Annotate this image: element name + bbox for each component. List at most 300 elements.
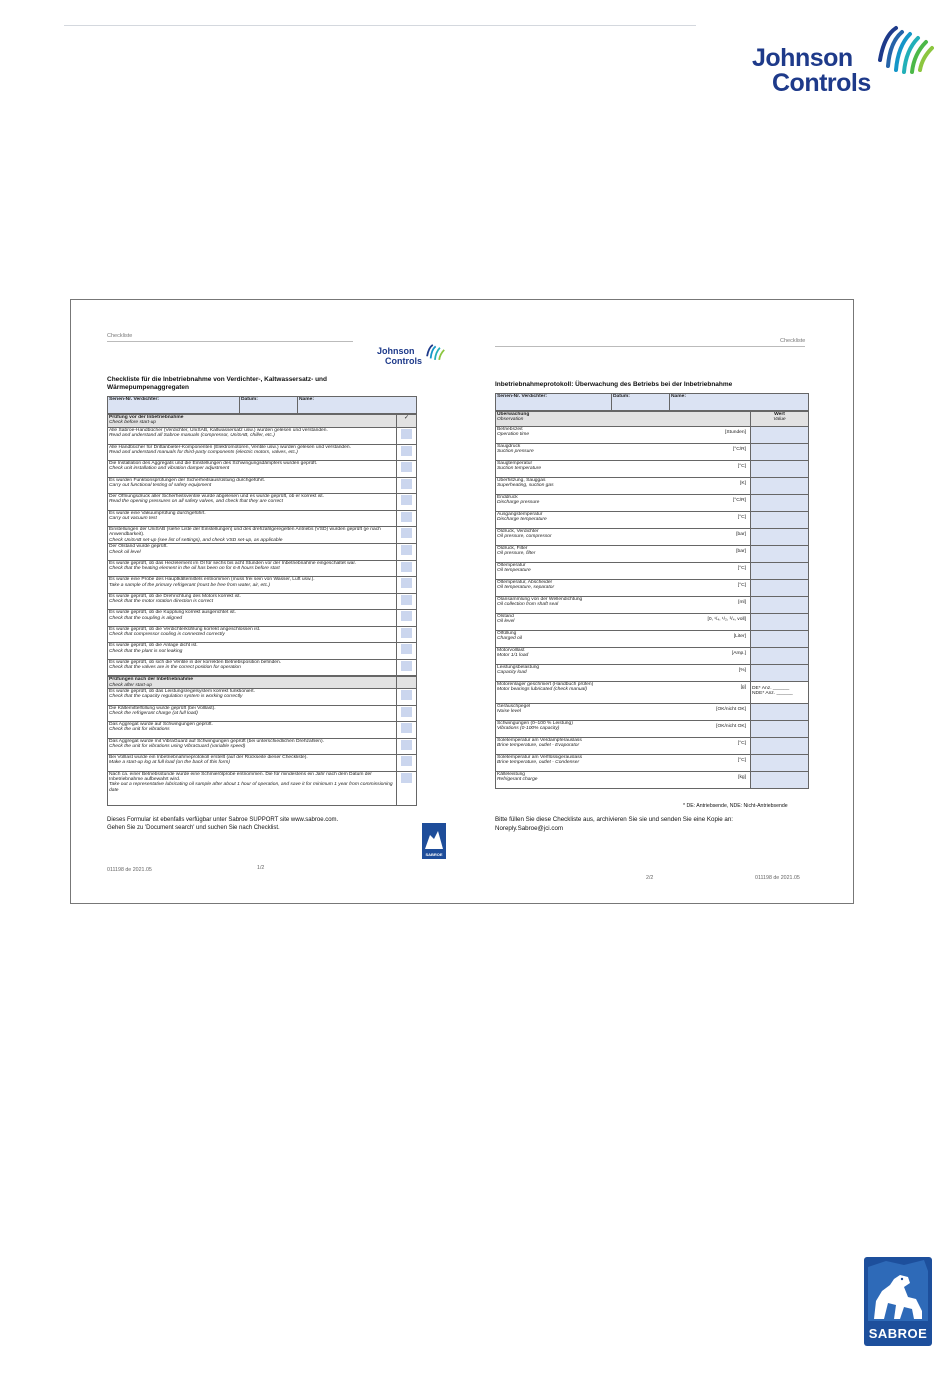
checkbox[interactable] <box>401 773 412 783</box>
observation-unit: [°C] <box>737 464 746 469</box>
checklist-item <box>108 510 397 527</box>
value-input[interactable] <box>751 580 809 597</box>
checklist-item <box>108 577 397 594</box>
value-header-en: Value <box>773 417 786 423</box>
return-email: Noreply.Sabroe@jci.com <box>495 824 564 832</box>
value-input[interactable] <box>751 648 809 665</box>
section-before-en: Check before start-up <box>109 420 157 426</box>
checkbox[interactable] <box>401 446 412 456</box>
checklist-item <box>108 494 397 511</box>
serial-field[interactable] <box>108 397 240 414</box>
observation-row <box>496 614 809 631</box>
observation-label-de: Saugdruck <box>497 444 521 449</box>
checklist-item <box>108 643 397 660</box>
value-input[interactable] <box>751 495 809 512</box>
observation-label-en: Noise level <box>497 709 521 715</box>
observation-row <box>496 444 809 461</box>
checklist-row <box>108 494 417 511</box>
observation-label-en: Oil pressure, compressor <box>497 534 552 540</box>
checklist-row <box>108 738 417 755</box>
observation-row <box>496 682 809 704</box>
item-text-en: Take out a representative lubricating oil sample after about 1 hour of operation, and save it for minimum 1 year from commissioning date <box>109 782 393 793</box>
checkbox[interactable] <box>401 429 412 439</box>
observation-label-en: Refrigerant charge <box>497 777 538 783</box>
checkbox[interactable] <box>401 690 412 700</box>
section-before-header <box>108 415 397 428</box>
value-input[interactable] <box>751 529 809 546</box>
page2-title: Inbetriebnahmeprotokoll: Überwachung des Betriebs bei der Inbetriebnahme <box>495 381 733 388</box>
checklist-row <box>108 626 417 643</box>
item-text-de: Bei Volllast wurde ein Inbetriebnahmeprotokoll erstellt (auf der Rückseite dieser Checkliste). <box>109 755 308 761</box>
checklist-row <box>108 610 417 627</box>
checklist-item <box>108 626 397 643</box>
checklist-row <box>108 510 417 527</box>
page1-sabroe-label: SABROE <box>422 851 446 859</box>
value-input[interactable] <box>751 597 809 614</box>
name-label: Name: <box>299 397 314 402</box>
checkbox[interactable] <box>401 528 412 538</box>
observation-row <box>496 772 809 789</box>
de-count[interactable]: DE* Anz. ______ <box>752 686 790 691</box>
page2-serial-field[interactable] <box>496 394 612 411</box>
page1-header-table <box>107 396 417 414</box>
observation-cell <box>496 631 751 648</box>
observation-label-de: Soletemperatur am Verflüssigerauslass <box>497 755 583 760</box>
item-text-de: Es wurde geprüft, ob sich die Ventile in der korrekten Betriebsposition befinden. <box>109 659 282 665</box>
checklist-checkbox-cell <box>397 738 417 755</box>
item-text-en: Check that the valves are in the correct position for operation <box>109 665 241 671</box>
observation-row <box>496 580 809 597</box>
observation-label-de: Ölansammlung von der Wellendichtung <box>497 597 583 602</box>
page1-logo <box>377 342 449 372</box>
observation-unit: [°C] <box>737 758 746 763</box>
checklist-item <box>108 659 397 676</box>
item-text-de: Alle Sabroe-Handbücher (Verdichter, UniSAB, Kaltwassersatz usw.) wurden gelesen und verstanden. <box>109 428 328 433</box>
value-input[interactable] <box>751 614 809 631</box>
value-input[interactable] <box>751 721 809 738</box>
observation-cell <box>496 614 751 631</box>
checklist-item <box>108 527 397 544</box>
item-text-de: Die Kältemittelfüllung wurde geprüft (bei Volllast). <box>109 705 216 711</box>
observation-unit: [°C] <box>737 741 746 746</box>
page1-logo-line-1: Johnson <box>377 346 415 356</box>
page2-date-field[interactable] <box>612 394 670 411</box>
item-text-en: Check that the heating element in the oil has been on for 6-8 hours before start <box>109 566 280 572</box>
observation-cell <box>496 512 751 529</box>
observation-cell <box>496 478 751 495</box>
observation-cell <box>496 755 751 772</box>
observation-label-en: Oil level <box>497 619 515 625</box>
observation-label-de: Saugtemperatur <box>497 461 533 466</box>
checklist-item <box>108 477 397 494</box>
checklist-checkbox-cell <box>397 477 417 494</box>
observation-header <box>496 412 751 427</box>
checkbox[interactable] <box>401 562 412 572</box>
checklist-row <box>108 643 417 660</box>
observation-label-de: Motorenlager geschmiert (Handbuch prüfen) <box>497 682 594 687</box>
observation-cell <box>496 648 751 665</box>
checklist-checkbox-cell <box>397 755 417 772</box>
item-text-en: Read and understand manuals for third-party components (electric motors, valves, etc.) <box>109 449 298 455</box>
checklist-checkbox-cell <box>397 577 417 594</box>
value-input[interactable] <box>751 738 809 755</box>
page1-footer-line-1: Dieses Formular ist ebenfalls verfügbar unter Sabroe SUPPORT site www.sabroe.com. <box>107 817 339 823</box>
observation-label-de: Schwingungen (0–100 % Leistung) <box>497 721 573 726</box>
checklist-checkbox-cell <box>397 643 417 660</box>
observation-label-de: Enddruck <box>497 495 518 500</box>
page2-date-label: Datum: <box>613 394 630 399</box>
observation-row <box>496 461 809 478</box>
observation-unit: [kg] <box>738 775 746 780</box>
checklist-item <box>108 560 397 577</box>
value-input[interactable] <box>751 631 809 648</box>
checklist-row <box>108 755 417 772</box>
observation-table <box>495 411 809 789</box>
logo-line-1: Johnson <box>752 44 853 72</box>
item-text-en: Make a start-up log at full load (on the back of this form) <box>109 760 230 766</box>
checklist-row <box>108 593 417 610</box>
logo-wordmark <box>752 46 871 96</box>
section-before-de: Prüfung vor der Inbetriebnahme <box>109 415 184 420</box>
observation-header-en: Observation <box>497 417 524 423</box>
page1-rule <box>107 341 353 342</box>
checklist-checkbox-cell <box>397 461 417 478</box>
observation-label-de: Betriebszeit <box>497 427 523 432</box>
item-text-de: Der Ölstand wurde geprüft. <box>109 544 168 550</box>
observation-row <box>496 563 809 580</box>
observation-unit: [OK/nicht OK] <box>716 707 746 712</box>
value-input[interactable] <box>751 546 809 563</box>
item-text-en: Check oil level <box>109 549 141 555</box>
observation-unit: [°C] <box>737 566 746 571</box>
observation-label-de: Öltemperatur <box>497 563 526 568</box>
observation-cell <box>496 721 751 738</box>
checklist-checkbox-cell <box>397 560 417 577</box>
item-text-en: Check the refrigerant charge (at full load) <box>109 710 198 716</box>
page2-rule <box>495 346 805 347</box>
checklist-item <box>108 444 397 461</box>
observation-unit: [bar] <box>736 549 746 554</box>
observation-unit: [°C] <box>737 515 746 520</box>
item-text-en: Check unit installation and vibration damper adjustment <box>109 466 230 472</box>
return-instructions: Bitte füllen Sie diese Checkliste aus, archivieren Sie sie und senden Sie eine Kopie an: <box>495 816 734 823</box>
observation-row <box>496 546 809 563</box>
checklist-item <box>108 593 397 610</box>
value-input[interactable] <box>751 512 809 529</box>
value-input[interactable] <box>751 755 809 772</box>
page1-logo-line-2: Controls <box>385 355 422 366</box>
page2-log <box>495 393 809 789</box>
observation-cell <box>496 682 751 704</box>
checklist-row <box>108 444 417 461</box>
observation-label-de: Ölfüllung <box>497 631 517 636</box>
item-text-en: Carry out vacuum test <box>109 515 157 521</box>
checkbox[interactable] <box>401 756 412 766</box>
checkbox[interactable] <box>401 611 412 621</box>
checklist-row <box>108 722 417 739</box>
item-text-de: Das Aggregat wurde auf Schwingungen geprüft. <box>109 722 213 728</box>
checkbox[interactable] <box>401 545 412 555</box>
page1-doc-code: 011198 de 2021.05 <box>107 867 152 873</box>
item-text-en: Read and understand all Sabroe manuals (compressor, UniSAB, chiller, etc.) <box>109 433 275 439</box>
name-field[interactable] <box>298 397 417 414</box>
sabroe-label: SABROE <box>868 1326 928 1341</box>
checkbox[interactable] <box>401 578 412 588</box>
item-text-de: Es wurde geprüft, ob die Kupplung korrekt ausgerichtet ist. <box>109 610 236 616</box>
observation-cell <box>496 738 751 755</box>
checkbox[interactable] <box>401 628 412 638</box>
value-input[interactable] <box>751 704 809 721</box>
item-text-en: Check that compressor cooling is connected correctly <box>109 632 225 638</box>
observation-unit: [°C] <box>737 583 746 588</box>
observation-cell <box>496 444 751 461</box>
checklist-item <box>108 610 397 627</box>
page2-running-head: Checkliste <box>780 338 806 344</box>
page1-logo-wordmark <box>377 347 422 366</box>
observation-row <box>496 665 809 682</box>
item-text-en: Check that the motor rotation direction is correct <box>109 599 214 605</box>
observation-unit: [bar] <box>736 532 746 537</box>
checkbox[interactable] <box>401 512 412 522</box>
checklist-row <box>108 560 417 577</box>
observation-label-en: Discharge pressure <box>497 500 540 506</box>
page2-page-number: 2/2 <box>646 875 654 881</box>
after-startup-table <box>107 676 417 805</box>
page2-footnote: * DE: Antriebsende, NDE: Nicht-Antriebsende <box>683 803 788 809</box>
page2-doc-code: 011198 de 2021.05 <box>755 875 800 881</box>
page2-serial-label: Serien-Nr. Verdichter: <box>497 394 548 399</box>
item-text-de: Alle Handbücher für Drittanbieter-Komponenten (Elektromotoren, Ventile usw.) wurden gelesen und verstanden. <box>109 444 351 450</box>
checkbox[interactable] <box>401 479 412 489</box>
observation-row <box>496 427 809 444</box>
observation-unit: [K] <box>740 481 746 486</box>
item-text-en: Check the unit for vibrations using VibraGuard (variable speed) <box>109 743 246 749</box>
checklist-item <box>108 771 397 805</box>
page2-name-label: Name: <box>671 394 686 399</box>
header-rule <box>64 25 696 26</box>
observation-label-en: Brine temperature, outlet - Evaporator <box>497 743 580 749</box>
date-label: Datum: <box>241 397 258 402</box>
checklist-row <box>108 689 417 706</box>
checklist-item <box>108 689 397 706</box>
checklist-checkbox-cell <box>397 771 417 805</box>
checklist-checkbox-cell <box>397 722 417 739</box>
page1-sabroe-logo <box>422 823 446 859</box>
check-mark: ✓ <box>403 415 410 421</box>
observation-unit: [0, ¹/₄, ¹/₂, ³/₄, voll] <box>707 617 746 622</box>
checklist-checkbox-cell <box>397 544 417 561</box>
observation-cell <box>496 665 751 682</box>
page2-name-field[interactable] <box>670 394 809 411</box>
observation-label-en: Superheating, suction gas <box>497 483 554 489</box>
section-after-header <box>108 677 397 689</box>
checklist-checkbox-cell <box>397 510 417 527</box>
observation-label-en: Discharge temperature <box>497 517 547 523</box>
value-input[interactable] <box>751 427 809 444</box>
observation-unit: [ml] <box>738 600 746 605</box>
item-text-en: Check the unit for vibrations <box>109 727 170 733</box>
checklist-checkbox-cell <box>397 444 417 461</box>
observation-label-en: Suction temperature <box>497 466 542 472</box>
observation-label-en: Suction pressure <box>497 449 534 455</box>
page2-header-table <box>495 393 809 411</box>
observation-row <box>496 597 809 614</box>
value-input[interactable] <box>751 563 809 580</box>
value-input[interactable] <box>751 772 809 789</box>
checklist-row <box>108 771 417 805</box>
item-text-en: Check that the capacity regulation system is working correctly <box>109 694 243 700</box>
page1-footer-line-2: Gehen Sie zu 'Document search' und suchen Sie nach Checklist. <box>107 824 280 831</box>
checkbox[interactable] <box>401 595 412 605</box>
page2-return-note <box>495 816 733 833</box>
observation-cell <box>496 427 751 444</box>
checklist-item <box>108 461 397 478</box>
checkbox[interactable] <box>401 462 412 472</box>
observation-unit: [°C/R] <box>732 447 746 452</box>
checklist-checkbox-cell <box>397 428 417 445</box>
observation-label-de: Ausgangstemperatur <box>497 512 543 517</box>
value-input[interactable] <box>751 682 809 704</box>
sabroe-logo <box>864 1257 932 1346</box>
check-column-header <box>397 415 417 428</box>
page1-footer-text <box>107 817 397 832</box>
observation-row <box>496 529 809 546</box>
observation-unit: [%] <box>738 668 746 673</box>
value-input[interactable] <box>751 444 809 461</box>
checklist-row <box>108 577 417 594</box>
checklist-item <box>108 755 397 772</box>
nde-count[interactable]: NDE* Anz. ______ <box>752 691 793 697</box>
observation-cell <box>496 704 751 721</box>
checklist-checkbox-cell <box>397 626 417 643</box>
observation-row <box>496 738 809 755</box>
observation-unit: [Stunden] <box>725 430 746 435</box>
observation-label-de: Überhitzung, Sauggas <box>497 478 546 483</box>
item-text-de: Es wurde geprüft, ob das Leistungsregelsystem korrekt funktioniert. <box>109 689 255 695</box>
observation-label-de: Öltemperatur, Abscheider <box>497 580 553 585</box>
page1-page-number: 1/2 <box>257 865 265 871</box>
observation-unit: [g] <box>740 685 746 690</box>
item-text-de: Es wurden Funktionsprüfungen der Sicherheitsausrüstung durchgeführt. <box>109 477 266 483</box>
item-text-de: Es wurde geprüft, ob die Verdichterkühlung korrekt angeschlossen ist. <box>109 626 261 632</box>
section-after-de: Prüfungen nach der Inbetriebnahme <box>109 677 193 683</box>
observation-label-en: Charged oil <box>497 636 523 642</box>
observation-row <box>496 721 809 738</box>
page1-title: Checkliste für die Inbetriebnahme von Verdichter-, Kaltwassersatz- und Wärmepumpenaggregaten <box>107 376 327 391</box>
checkbox[interactable] <box>401 495 412 505</box>
checklist-checkbox-cell <box>397 689 417 706</box>
item-text-de: Nach ca. einer Betriebsstunde wurde eine Schmierölprobe entnommen. Die für mindestens ein Jahr nach dem Datum der Inbetriebnahme aufbewahrt wird. <box>109 771 372 782</box>
item-text-de: Einstellungen der UniSAB (siehe Liste der Einstellungen) und des drehzahlgeregelten Antriebs (VSD) wurden geprüft (je nach Anwendbarkeit). <box>109 527 381 538</box>
checkbox[interactable] <box>401 644 412 654</box>
observation-row <box>496 755 809 772</box>
observation-row <box>496 631 809 648</box>
checklist-checkbox-cell <box>397 610 417 627</box>
johnson-controls-logo <box>752 20 934 102</box>
item-text-de: Es wurde eine Vakuumprüfung durchgeführt. <box>109 510 206 516</box>
before-startup-table <box>107 414 417 676</box>
value-input[interactable] <box>751 461 809 478</box>
page1-sabroe-bear-icon <box>422 823 446 851</box>
item-text-de: Es wurde geprüft, ob die Anlage dicht ist. <box>109 643 198 649</box>
observation-label-de: Ölstand <box>497 614 514 619</box>
checklist-item <box>108 738 397 755</box>
value-header <box>751 412 809 427</box>
checkbox[interactable] <box>401 707 412 717</box>
checklist-preview-frame <box>70 299 854 904</box>
observation-cell <box>496 461 751 478</box>
observation-unit: [OK/nicht OK] <box>716 724 746 729</box>
observation-label-en: Operation time <box>497 432 530 438</box>
checklist-row <box>108 659 417 676</box>
item-text-de: Es wurde geprüft, ob das Heizelement im Öl für sechs bis acht Stunden vor der Inbetriebnahme eingeschaltet war. <box>109 560 357 566</box>
item-text-en: Carry out functional testing of safety equipment <box>109 482 212 488</box>
item-text-de: Das Aggregat wurde mit VibraGuard auf Schwingungen geprüft (bei unterschiedlichen Drehzahlen). <box>109 738 324 744</box>
item-text-de: Der Öffnungsdruck aller Sicherheitsventile wurde abgelesen und es wurde geprüft, ob er korrekt ist. <box>109 494 324 499</box>
jc-swirl-icon <box>876 20 934 76</box>
observation-label-en: Motor 1/1 load <box>497 653 529 659</box>
item-text-de: Es wurde eine Probe des Hauptkältemittels entnommen (muss frei sein von Wasser, Luft usw.). <box>109 577 315 583</box>
value-input[interactable] <box>751 665 809 682</box>
checklist-row <box>108 705 417 722</box>
observation-cell <box>496 546 751 563</box>
checkbox[interactable] <box>401 723 412 733</box>
checklist-checkbox-cell <box>397 527 417 544</box>
observation-label-de: Geräuschpegel <box>497 704 531 709</box>
item-text-en: Check that the coupling is aligned <box>109 615 183 621</box>
checklist-item <box>108 428 397 445</box>
checklist-row <box>108 428 417 445</box>
checkbox[interactable] <box>401 661 412 671</box>
checklist-checkbox-cell <box>397 593 417 610</box>
checklist-item <box>108 705 397 722</box>
item-text-de: Es wurde geprüft, ob die Drehrichtung des Motors korrekt ist. <box>109 593 241 599</box>
observation-cell <box>496 772 751 789</box>
checklist-item <box>108 544 397 561</box>
observation-cell <box>496 563 751 580</box>
checklist-checkbox-cell <box>397 705 417 722</box>
observation-row <box>496 704 809 721</box>
date-field[interactable] <box>240 397 298 414</box>
observation-label-de: Öldruck, Verdichter <box>497 529 539 534</box>
value-input[interactable] <box>751 478 809 495</box>
item-text-en: Read the opening pressures on all safety valves, and check that they are correct <box>109 499 283 505</box>
observation-row <box>496 512 809 529</box>
checklist-checkbox-cell <box>397 494 417 511</box>
observation-cell <box>496 597 751 614</box>
observation-row <box>496 478 809 495</box>
checklist-row <box>108 461 417 478</box>
checklist-row <box>108 544 417 561</box>
observation-row <box>496 495 809 512</box>
logo-line-2: Controls <box>772 69 871 97</box>
checkbox[interactable] <box>401 740 412 750</box>
observation-label-de: Leistungsbelastung <box>497 665 540 670</box>
observation-label-de: Motorvolllast <box>497 648 525 653</box>
observation-label-en: Oil collection from shaft seal <box>497 602 559 608</box>
page1-swirl-icon <box>425 342 447 362</box>
observation-unit: [Amp.] <box>731 651 746 656</box>
checklist-row <box>108 477 417 494</box>
observation-label-en: Brine temperature, outlet - Condenser <box>497 760 580 766</box>
observation-label-de: Öldruck, Filter <box>497 546 528 551</box>
observation-row <box>496 648 809 665</box>
value-header-de: Wert <box>774 412 785 417</box>
checklist-checkbox-cell <box>397 659 417 676</box>
observation-unit: [°C/R] <box>732 498 746 503</box>
section-after-en: Check after start-up <box>109 682 152 688</box>
observation-label-en: Oil pressure, filter <box>497 551 536 557</box>
